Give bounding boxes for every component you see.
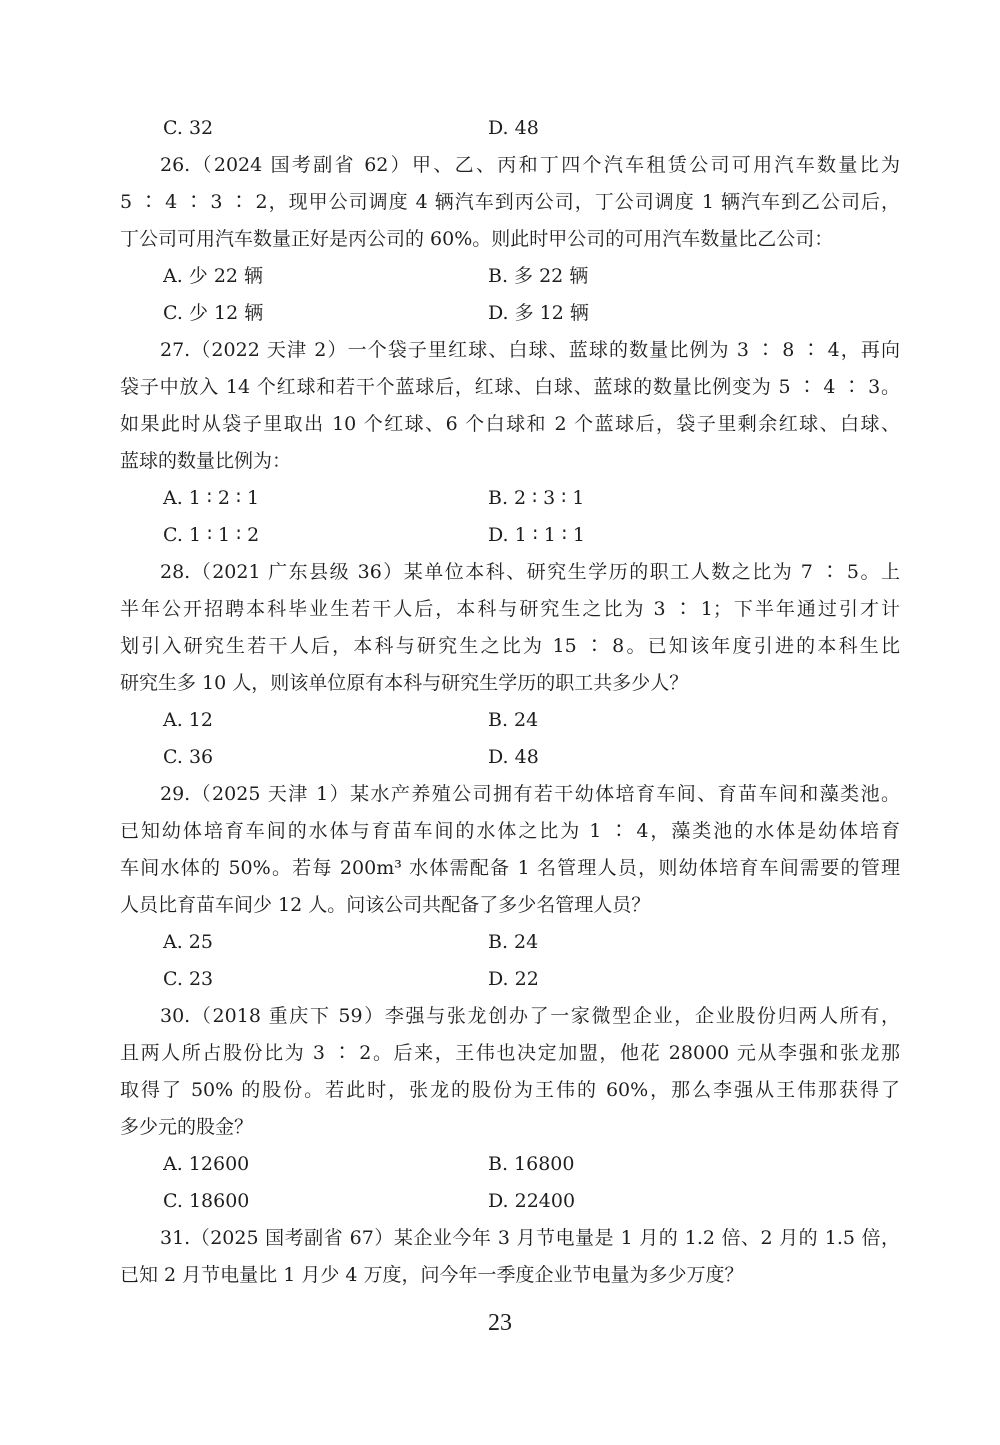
question-text-line: 研究生多 10 人，则该单位原有本科与研究生学历的职工共多少人？ xyxy=(120,672,689,694)
option-d: D. 22400 xyxy=(488,1190,576,1212)
question-text-line: 5 ∶ 4 ∶ 3 ∶ 2，现甲公司调度 4 辆汽车到丙公司，丁公司调度 1 辆汽车到乙公司后， xyxy=(120,191,900,213)
option-b: B. 24 xyxy=(488,709,539,731)
option-a: A. 12 xyxy=(163,709,213,731)
option-c: C. 少 12 辆 xyxy=(163,302,264,324)
option-a: A. 1 ∶ 2 ∶ 1 xyxy=(163,487,260,509)
option-c: C. 1 ∶ 1 ∶ 2 xyxy=(163,524,260,546)
question-text-line: 如果此时从袋子里取出 10 个红球、6 个白球和 2 个蓝球后，袋子里剩余红球、白球、 xyxy=(120,413,900,435)
option-b: B. 2 ∶ 3 ∶ 1 xyxy=(488,487,585,509)
option-d: D. 多 12 辆 xyxy=(488,302,589,324)
question-text-line: 27.（2022 天津 2）一个袋子里红球、白球、蓝球的数量比例为 3 ∶ 8 ∶ 4，再向 xyxy=(160,339,900,361)
options-row xyxy=(120,295,900,332)
question-26 xyxy=(120,147,900,332)
question-text-line: 车间水体的 50%。若每 200m³ 水体需配备 1 名管理人员，则幼体培育车间需要的管理 xyxy=(120,857,900,879)
question-27 xyxy=(120,332,900,554)
option-b: B. 16800 xyxy=(488,1153,575,1175)
question-text-line: 划引入研究生若干人后，本科与研究生之比为 15 ∶ 8。已知该年度引进的本科生比 xyxy=(120,635,900,657)
option-d: D. 22 xyxy=(488,968,539,990)
question-text-line: 人员比育苗车间少 12 人。问该公司共配备了多少名管理人员？ xyxy=(120,894,651,916)
options-row xyxy=(120,517,900,554)
options-row xyxy=(120,1183,900,1220)
question-text-line: 已知幼体培育车间的水体与育苗车间的水体之比为 1 ∶ 4，藻类池的水体是幼体培育 xyxy=(120,820,900,842)
question-text-line: 多少元的股金？ xyxy=(120,1116,254,1138)
options-row xyxy=(120,1146,900,1183)
question-text-line: 且两人所占股份比为 3 ∶ 2。后来，王伟也决定加盟，他花 28000 元从李强和张龙那 xyxy=(120,1042,900,1064)
question-text-line: 29.（2025 天津 1）某水产养殖公司拥有若干幼体培育车间、育苗车间和藻类池。 xyxy=(160,783,900,805)
option-d: D. 1 ∶ 1 ∶ 1 xyxy=(488,524,585,546)
option-c: C. 23 xyxy=(163,968,214,990)
page-content xyxy=(120,110,900,1294)
page-number: 23 xyxy=(488,1310,512,1336)
question-30 xyxy=(120,998,900,1220)
options-row xyxy=(120,480,900,517)
option-a: A. 12600 xyxy=(163,1153,250,1175)
question-text-line: 取得了 50% 的股份。若此时，张龙的股份为王伟的 60%，那么李强从王伟那获得了 xyxy=(120,1079,900,1101)
question-text-line: 袋子中放入 14 个红球和若干个蓝球后，红球、白球、蓝球的数量比例变为 5 ∶ 4 ∶ 3。 xyxy=(120,376,900,398)
question-text-line: 丁公司可用汽车数量正好是丙公司的 60%。则此时甲公司的可用汽车数量比乙公司： xyxy=(120,228,834,250)
option-a: A. 少 22 辆 xyxy=(163,265,264,287)
option-c: C. 36 xyxy=(163,746,214,768)
question-31 xyxy=(120,1220,900,1294)
option-c: C. 18600 xyxy=(163,1190,250,1212)
question-29 xyxy=(120,776,900,998)
question-text-line: 半年公开招聘本科毕业生若干人后，本科与研究生之比为 3 ∶ 1；下半年通过引才计 xyxy=(120,598,900,620)
options-row xyxy=(120,924,900,961)
option-b: B. 24 xyxy=(488,931,539,953)
options-row xyxy=(120,702,900,739)
options-row xyxy=(120,258,900,295)
question-text-line: 28.（2021 广东县级 36）某单位本科、研究生学历的职工人数之比为 7 ∶ 5。上 xyxy=(160,561,900,583)
option-a: A. 25 xyxy=(163,931,213,953)
question-28 xyxy=(120,554,900,776)
option-d: D. 48 xyxy=(488,117,539,139)
option-c: C. 32 xyxy=(163,117,214,139)
option-b: B. 多 22 辆 xyxy=(488,265,589,287)
question-text-line: 30.（2018 重庆下 59）李强与张龙创办了一家微型企业，企业股份归两人所有， xyxy=(160,1005,900,1027)
question-text-line: 26.（2024 国考副省 62）甲、乙、丙和丁四个汽车租赁公司可用汽车数量比为 xyxy=(160,154,900,176)
options-row xyxy=(120,110,900,147)
options-row xyxy=(120,739,900,776)
option-d: D. 48 xyxy=(488,746,539,768)
question-text-line: 已知 2 月节电量比 1 月少 4 万度，问今年一季度企业节电量为多少万度？ xyxy=(120,1264,744,1286)
question-text-line: 蓝球的数量比例为： xyxy=(120,450,292,472)
options-row xyxy=(120,961,900,998)
question-text-line: 31.（2025 国考副省 67）某企业今年 3 月节电量是 1 月的 1.2 倍、2 月的 1.5 倍， xyxy=(160,1227,900,1249)
